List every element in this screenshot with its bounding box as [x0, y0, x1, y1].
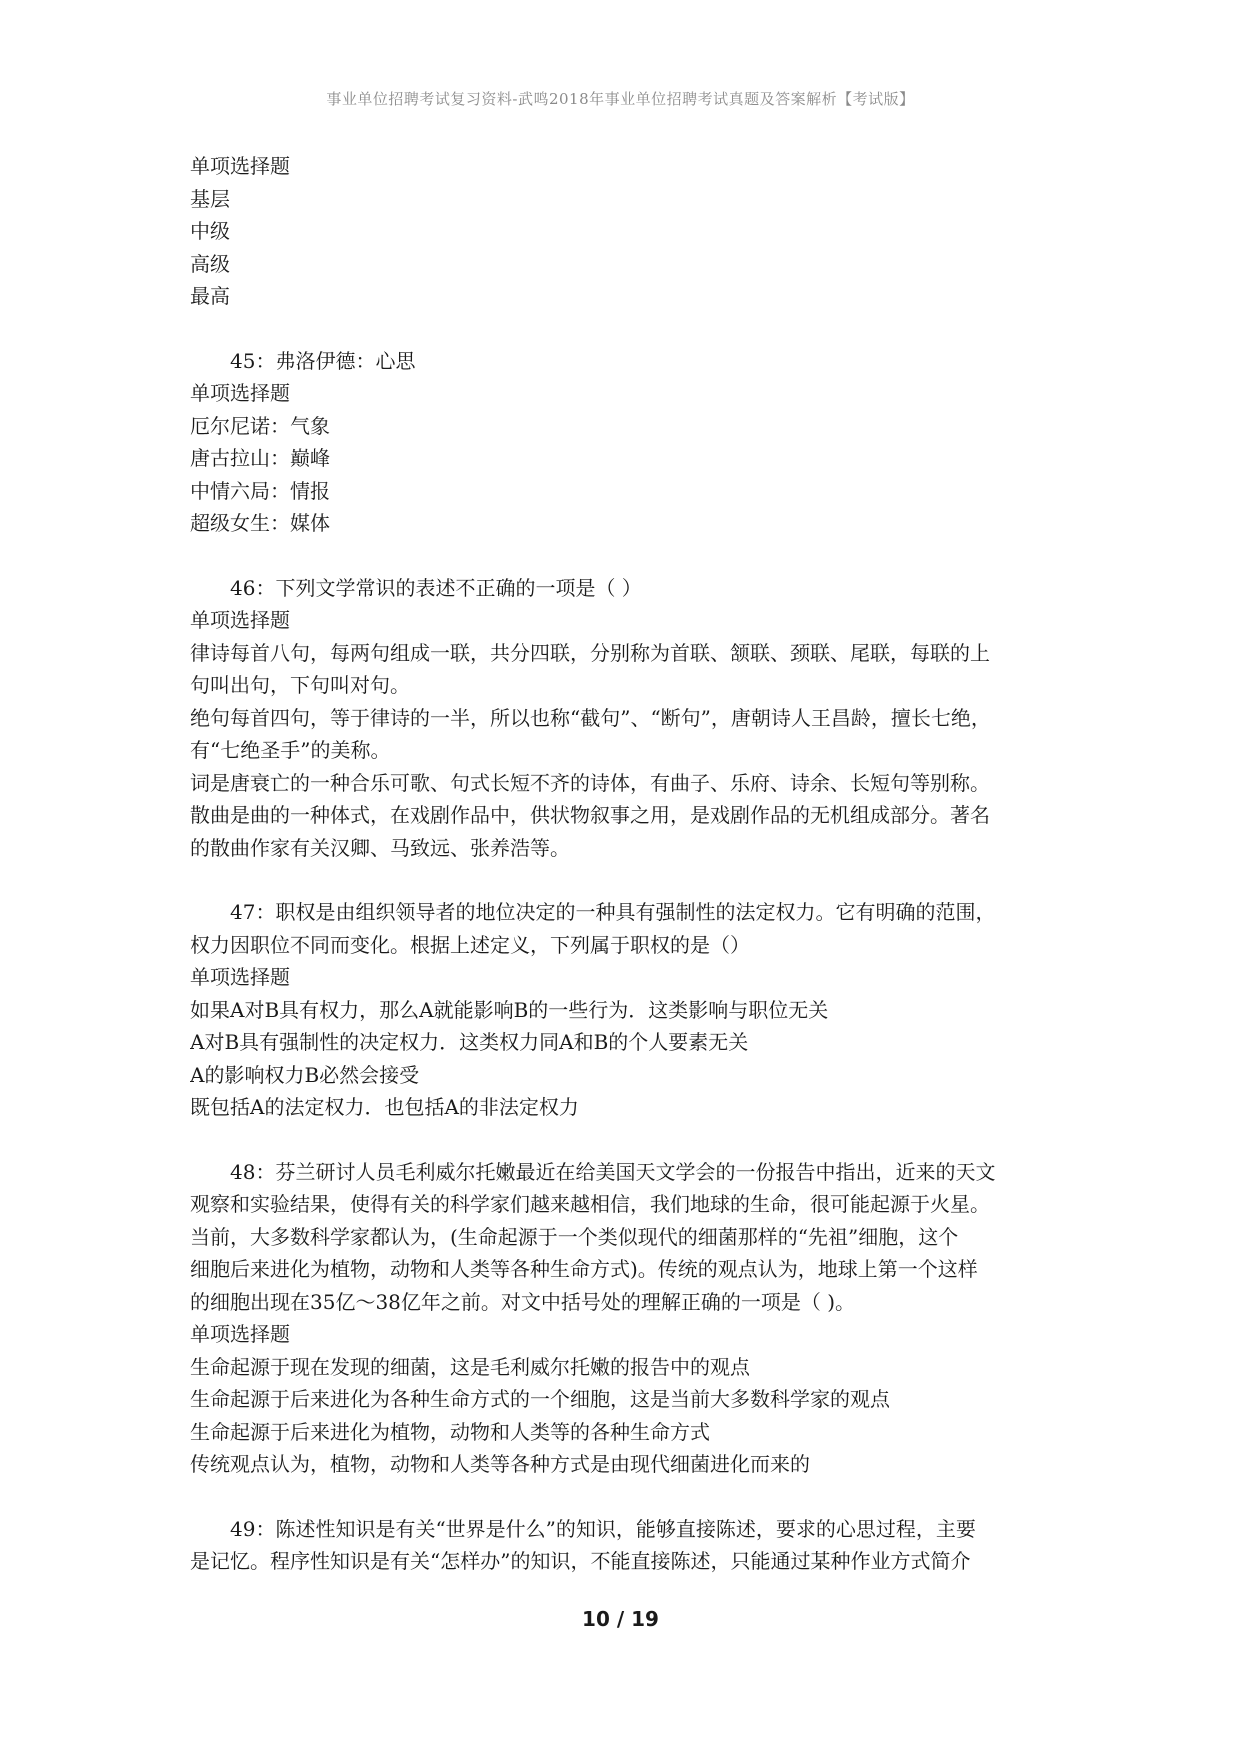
option: 超级女生：媒体 [190, 511, 330, 535]
option: 传统观点认为，植物，动物和人类等各种方式是由现代细菌进化而来的 [190, 1452, 810, 1476]
option: 生命起源于现在发现的细菌，这是毛利威尔托嫩的报告中的观点 [190, 1354, 750, 1379]
document-body [190, 150, 1060, 1610]
option: 绝句每首四句，等于律诗的一半，所以也称“截句”、“断句”，唐朝诗人王昌龄，擅长七绝， [190, 705, 991, 730]
option: A对B具有强制性的决定权力．这类权力同A和B的个人要素无关 [190, 1030, 749, 1054]
option: 唐古拉山：巅峰 [190, 446, 330, 470]
question-text: 46：下列文学常识的表述不正确的一项是（ ） [230, 575, 642, 600]
option: 既包括A的法定权力．也包括A的非法定权力 [190, 1095, 579, 1119]
question-text: 当前，大多数科学家都认为，(生命起源于一个类似现代的细菌那样的“先祖”细胞，这个 [190, 1224, 959, 1249]
question-text: 49：陈述性知识是有关“世界是什么”的知识，能够直接陈述，要求的心思过程，主要 [230, 1516, 976, 1541]
option: 生命起源于后来进化为植物，动物和人类等的各种生命方式 [190, 1419, 710, 1444]
question-type: 单项选择题 [190, 965, 290, 989]
question-type: 单项选择题 [190, 154, 290, 178]
question-block [190, 896, 1060, 1124]
option: 厄尔尼诺：气象 [190, 413, 330, 438]
question-type: 单项选择题 [190, 381, 290, 405]
option: A的影响权力B必然会接受 [190, 1062, 420, 1087]
option: 有“七绝圣手”的美称。 [190, 738, 391, 762]
option: 句叫出句，下句叫对句。 [190, 673, 410, 697]
question-type: 单项选择题 [190, 1322, 290, 1346]
question-block [190, 345, 1060, 540]
option: 散曲是曲的一种体式，在戏剧作品中，供状物叙事之用，是戏剧作品的无机组成部分。著名 [190, 803, 990, 827]
question-text: 45：弗洛伊德：心思 [230, 348, 416, 373]
question-text: 48：芬兰研讨人员毛利威尔托嫩最近在给美国天文学会的一份报告中指出，近来的天文 [230, 1159, 996, 1184]
option: 最高 [190, 284, 230, 308]
page-number: 10 / 19 [582, 1607, 659, 1631]
option: 生命起源于后来进化为各种生命方式的一个细胞，这是当前大多数科学家的观点 [190, 1387, 890, 1411]
question-block [190, 1156, 1060, 1481]
question-text: 观察和实验结果，使得有关的科学家们越来越相信，我们地球的生命，很可能起源于火星。 [190, 1192, 990, 1216]
option: 的散曲作家有关汉卿、马致远、张养浩等。 [190, 835, 570, 860]
question-block [190, 1513, 1060, 1578]
question-block [190, 572, 1060, 865]
option: 基层 [190, 186, 230, 211]
question-text: 47：职权是由组织领导者的地位决定的一种具有强制性的法定权力。它有明确的范围， [230, 900, 996, 924]
option: 中情六局：情报 [190, 478, 330, 503]
question-text: 权力因职位不同而变化。根据上述定义，下列属于职权的是（） [190, 932, 750, 957]
question-text: 是记忆。程序性知识是有关“怎样办”的知识，不能直接陈述，只能通过某种作业方式简介 [190, 1549, 971, 1573]
option: 律诗每首八句，每两句组成一联，共分四联，分别称为首联、颔联、颈联、尾联，每联的上 [190, 640, 990, 665]
option: 词是唐衰亡的一种合乐可歌、句式长短不齐的诗体，有曲子、乐府、诗余、长短句等别称。 [190, 770, 990, 795]
running-header: 事业单位招聘考试复习资料-武鸣2018年事业单位招聘考试真题及答案解析【考试版】 [326, 90, 915, 108]
option: 如果A对B具有权力，那么A就能影响B的一些行为．这类影响与职位无关 [190, 997, 829, 1022]
question-block [190, 150, 1060, 313]
option: 高级 [190, 251, 230, 276]
question-text: 细胞后来进化为植物，动物和人类等各种生命方式)。传统的观点认为，地球上第一个这样 [190, 1257, 978, 1281]
question-text: 的细胞出现在35亿～38亿年之前。对文中括号处的理解正确的一项是（ )。 [190, 1289, 856, 1314]
question-type: 单项选择题 [190, 608, 290, 632]
option: 中级 [190, 219, 230, 243]
